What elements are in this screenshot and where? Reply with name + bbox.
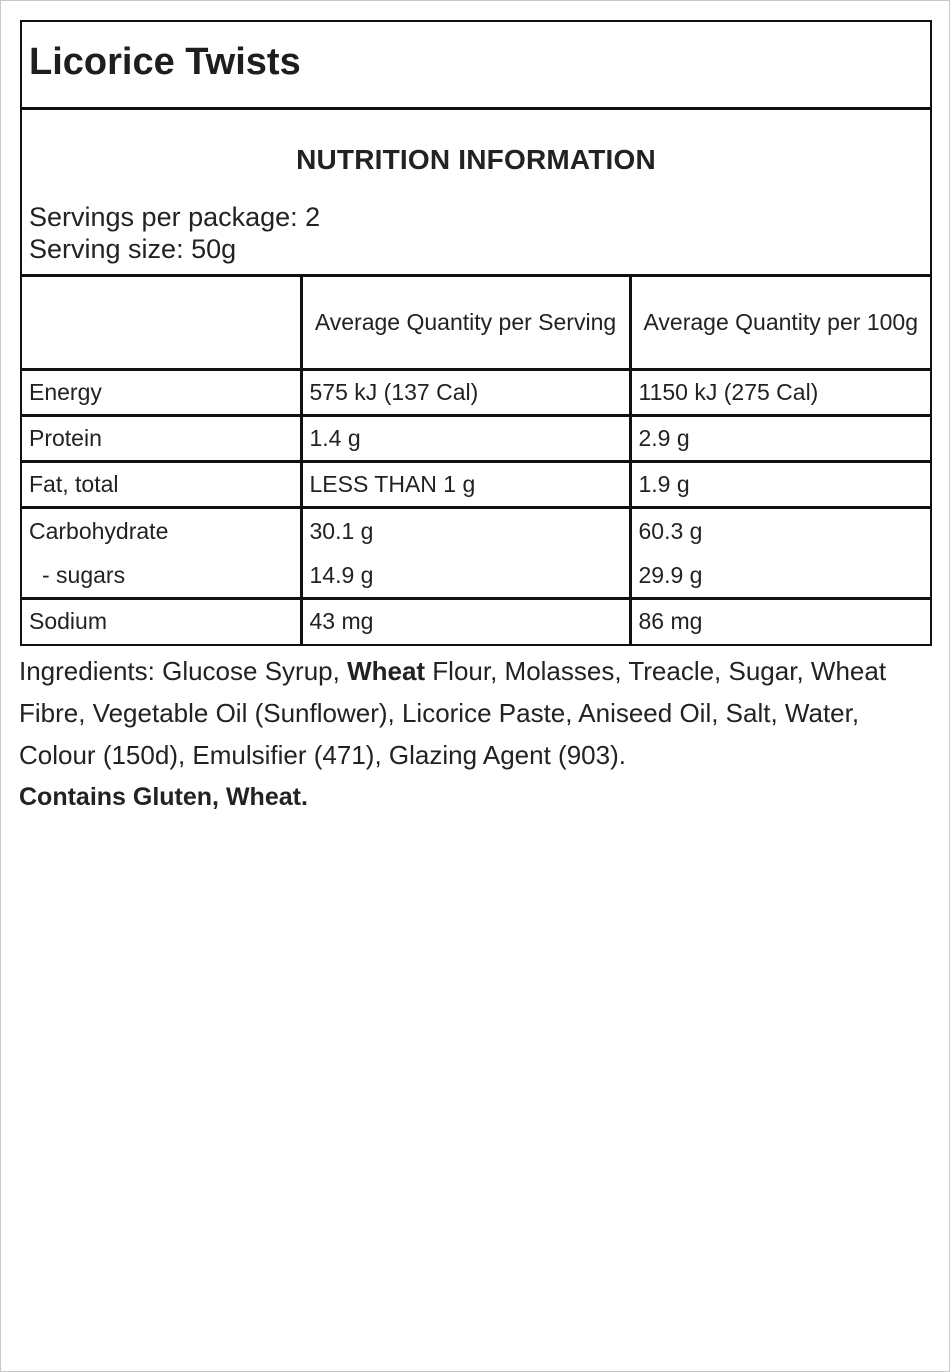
ingredients-rest: Flour, Molasses, Treacle, Sugar, Wheat Fibre, Vegetable Oil (Sunflower), Licorice Paste, Aniseed Oil, Salt, Water, Colour (150d), Emulsifier (471), Glazing Agent (903).	[19, 656, 887, 770]
carbohydrate-serving-cell	[301, 507, 630, 598]
fat-per-serving: LESS THAN 1 g	[301, 461, 630, 507]
nutrition-table	[22, 277, 930, 644]
sugars-per-100g: 29.9 g	[638, 561, 703, 588]
product-title: Licorice Twists	[29, 41, 301, 83]
carbohydrate-label-cell	[22, 507, 301, 598]
sugars-per-serving: 14.9 g	[309, 561, 374, 588]
sodium-per-serving: 43 mg	[301, 598, 630, 644]
carbohydrate-per-serving: 30.1 g	[309, 517, 374, 544]
row-label-carbohydrate: Carbohydrate	[29, 517, 169, 544]
table-row	[22, 598, 930, 644]
nutrition-info-block	[22, 110, 930, 277]
row-label-protein: Protein	[22, 415, 301, 461]
row-label-sodium: Sodium	[29, 608, 107, 635]
servings-per-package: Servings per package: 2	[29, 202, 321, 232]
protein-per-100g: 2.9 g	[630, 415, 930, 461]
row-label-fat: Fat, total	[22, 461, 301, 507]
allergen-statement: Contains Gluten, Wheat.	[19, 783, 308, 811]
table-header-row	[22, 277, 930, 369]
title-row	[22, 22, 930, 110]
table-row	[22, 369, 930, 415]
header-empty-cell	[22, 277, 301, 369]
protein-per-serving: 1.4 g	[301, 415, 630, 461]
sodium-per-100g: 86 mg	[630, 598, 930, 644]
header-per-100g: Average Quantity per 100g	[630, 277, 930, 369]
ingredients-prefix: Ingredients: Glucose Syrup,	[19, 656, 348, 686]
ingredients-allergen-wheat: Wheat	[347, 656, 426, 686]
row-label-sugars: - sugars	[42, 561, 126, 588]
table-row	[22, 461, 930, 507]
nutrition-panel	[20, 20, 932, 646]
serving-size: Serving size: 50g	[29, 234, 237, 264]
header-per-serving: Average Quantity per Serving	[301, 277, 630, 369]
energy-per-100g: 1150 kJ (275 Cal)	[630, 369, 930, 415]
fat-per-100g: 1.9 g	[630, 461, 930, 507]
energy-per-serving: 575 kJ (137 Cal)	[301, 369, 630, 415]
table-row	[22, 415, 930, 461]
row-label-energy: Energy	[22, 369, 301, 415]
nutrition-heading: NUTRITION INFORMATION	[296, 144, 656, 175]
carbohydrate-per-100g: 60.3 g	[638, 517, 703, 544]
ingredients-text	[19, 650, 934, 776]
table-row	[22, 507, 930, 598]
carbohydrate-100g-cell	[630, 507, 930, 598]
